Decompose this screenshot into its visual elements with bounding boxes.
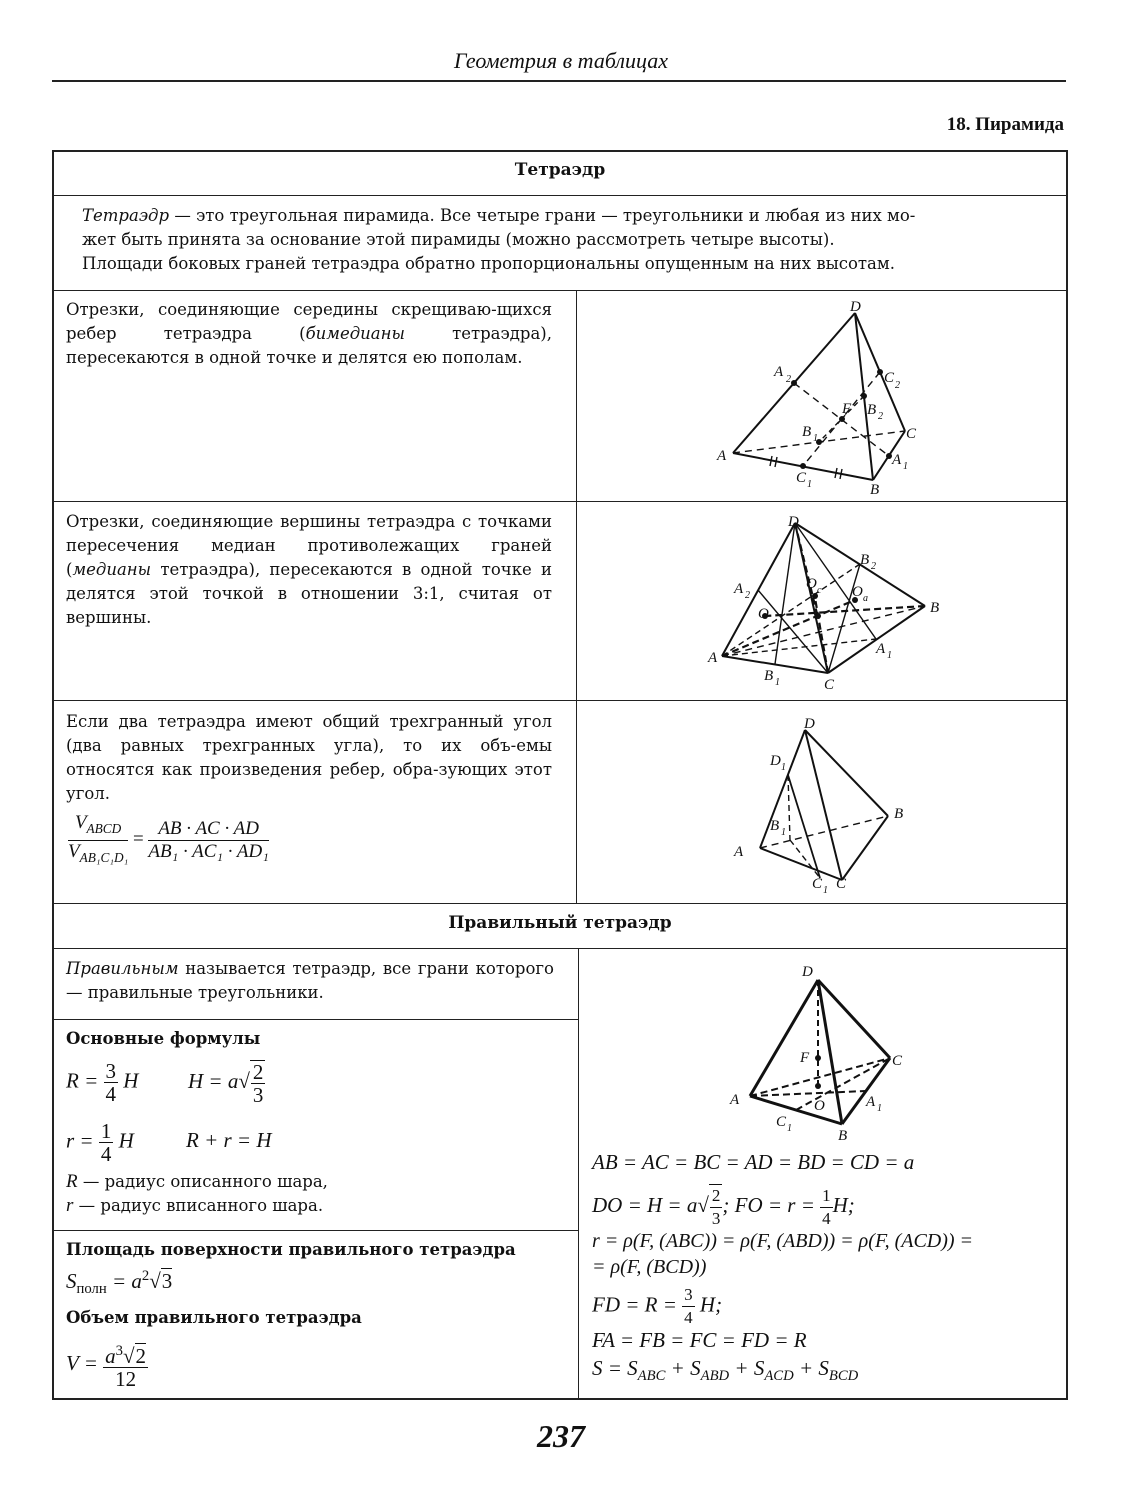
eq-FA: FA = FB = FC = FD = R	[592, 1328, 807, 1352]
fig1-label-C: C	[906, 426, 917, 442]
fig4-label-C: C	[892, 1053, 903, 1069]
bimedians-figure	[700, 298, 940, 498]
medians-text-a: Отрезки, соединяющие вершины тетраэдра с точками пересечения медиан противолежащих граней (	[66, 512, 552, 579]
fig4-label-A: A	[730, 1092, 740, 1108]
formula-R: R = $\frac{3}{4}$ H	[66, 1059, 139, 1106]
header-rule	[52, 80, 1066, 82]
tetrahedron-definition	[82, 204, 1042, 276]
svg-text:1: 1	[823, 885, 828, 896]
medians-figure	[700, 508, 960, 698]
regular-definition	[66, 957, 554, 1005]
eq-heights: DO = H = a√ $\frac{2}{3}$ ; FO = r = $\frac{1}{4}$ H;	[592, 1185, 855, 1228]
bimedians-text	[66, 298, 552, 370]
regular-figure	[720, 958, 940, 1148]
svg-text:2: 2	[895, 380, 900, 391]
svg-text:1: 1	[813, 433, 818, 444]
fig3-label-C: C	[836, 876, 847, 892]
volume-ratio-formula: $\frac{V_{ABCD}}{V_{AB_1C_1D_1}}$ = $\frac{AB \cdot AC \cdot AD}{\text{AB₁ · AC₁ · AD₁}}$	[68, 812, 269, 865]
fig2-label-A: A	[708, 650, 718, 666]
fig2-label-B: B	[930, 600, 940, 616]
fig1-label-A: A	[717, 448, 727, 464]
fig3-label-D1: D	[770, 753, 781, 769]
svg-text:1: 1	[887, 650, 892, 661]
fig1-label-A2: A	[774, 364, 784, 380]
fig2-label-Oc: O	[806, 576, 817, 592]
definition-line-3: Площади боковых граней тетраэдра обратно пропорциональны опущенным на них высотам.	[82, 254, 895, 273]
fig3-label-D: D	[804, 716, 815, 732]
fig2-label-O: O	[758, 606, 769, 622]
svg-text:1: 1	[775, 677, 780, 688]
fig1-label-F: F	[842, 401, 852, 417]
bimedians-term: бимедианы	[305, 324, 405, 343]
regular-term: Правильным	[66, 959, 179, 978]
fig1-label-B: B	[870, 482, 880, 498]
eq-distances-1: r = ρ(F, (ABC)) = ρ(F, (ABD)) = ρ(F, (ACD)) =	[592, 1230, 974, 1252]
fig2-label-B2: B	[860, 552, 870, 568]
volumes-figure	[720, 708, 940, 898]
section-title: 18. Пирамида	[946, 114, 1064, 135]
fig2-label-C: C	[824, 677, 835, 693]
eq-surface: $S = S_{ABC} + S_{ABD} + S_{ACD} + S_{BCD}$	[592, 1356, 859, 1385]
area-title: Площадь поверхности правильного тетраэдра	[66, 1240, 516, 1259]
caption-regular: Правильный тетраэдр	[448, 913, 672, 933]
svg-text:2: 2	[871, 561, 876, 572]
svg-text:2: 2	[786, 374, 791, 385]
svg-text:1: 1	[787, 1123, 792, 1134]
fig4-label-O: O	[814, 1098, 825, 1114]
volumes-text: Если два тетраэдра имеют общий трехгранный угол (два равных трехгранных угла), то их объ-емы относятся как произведения ребер, обра-зующих этот угол.	[66, 712, 552, 803]
medians-text	[66, 510, 552, 630]
R-description: R — радиус описанного шара, r — радиус вписанного шара.	[66, 1171, 328, 1216]
fig4-label-D: D	[802, 964, 813, 980]
fig3-label-B: B	[894, 806, 904, 822]
fig2-label-D: D	[788, 514, 799, 530]
svg-text:1: 1	[781, 762, 786, 773]
fig2-label-B1: B	[764, 668, 774, 684]
svg-text:2: 2	[878, 411, 883, 422]
volume-title: Объем правильного тетраэдра	[66, 1308, 362, 1327]
formula-volume: V = $\frac{a^3√2}{12}$	[66, 1340, 148, 1390]
definition-line-2: жет быть принята за основание этой пирамиды (можно рассмотреть четыре высоты).	[82, 230, 835, 249]
page-number: 237	[537, 1418, 585, 1454]
regular-definition-rest: называется тетраэдр, все грани которого — правильные треугольники.	[66, 959, 554, 1002]
svg-text:1: 1	[781, 827, 786, 838]
fig1-label-C1: C	[796, 470, 807, 486]
eq-distances-2: = ρ(F, (BCD))	[592, 1256, 707, 1278]
fig1-label-D: D	[850, 299, 861, 315]
formula-r: r = $\frac{1}{4}$ H	[66, 1119, 134, 1166]
fig1-label-A1: A	[892, 452, 902, 468]
svg-text:1: 1	[807, 479, 812, 490]
definition-line-1: — это треугольная пирамида. Все четыре грани — треугольники и любая из них мо-	[169, 206, 916, 225]
svg-text:2: 2	[745, 590, 750, 601]
formula-area: $S_{полн} = a^2√3$	[66, 1268, 173, 1298]
fig2-label-Oa: O	[852, 584, 863, 600]
formulas-title: Основные формулы	[66, 1029, 261, 1048]
fig2-label-A1: A	[876, 641, 886, 657]
fig1-label-C2: C	[884, 370, 895, 386]
fig4-label-B: B	[838, 1128, 848, 1144]
fig4-label-A1: A	[866, 1094, 876, 1110]
fig1-label-B1: B	[802, 424, 812, 440]
running-title: Геометрия в таблицах	[454, 48, 668, 73]
fig3-label-A: A	[734, 844, 744, 860]
bimedians-text-a: Отрезки, соединяющие середины скрещиваю-щихся ребер тетраэдра (	[66, 300, 552, 343]
formula-sum: R + r = H	[186, 1128, 272, 1152]
fig4-label-C1: C	[776, 1114, 787, 1130]
medians-text-b: тетраэдра), пересекаются в одной точке и делятся этой точкой в отношении 3:1, считая от вершины.	[66, 560, 552, 627]
bimedians-text-b: тетраэдра), пересекаются в одной точке и делятся ею пополам.	[66, 324, 552, 367]
eq-edges: AB = AC = BC = AD = BD = CD = a	[592, 1150, 915, 1174]
definition-term: Тетраэдр	[82, 206, 170, 225]
fig2-label-A2: A	[734, 581, 744, 597]
svg-text:1: 1	[903, 461, 908, 472]
fig1-label-B2: B	[867, 402, 877, 418]
medians-term: медианы	[72, 560, 152, 579]
fig3-label-B1: B	[770, 818, 780, 834]
eq-FD: FD = R = $\frac{3}{4}$ H;	[592, 1285, 723, 1327]
fig4-label-F: F	[800, 1050, 810, 1066]
formula-H: H = a√ $\frac{2}{3}$	[188, 1060, 264, 1107]
svg-text:1: 1	[877, 1103, 882, 1114]
svg-text:c: c	[817, 585, 822, 596]
svg-text:a: a	[863, 593, 868, 604]
fig3-label-C1: C	[812, 876, 823, 892]
caption-tetrahedron: Тетраэдр	[514, 160, 606, 180]
